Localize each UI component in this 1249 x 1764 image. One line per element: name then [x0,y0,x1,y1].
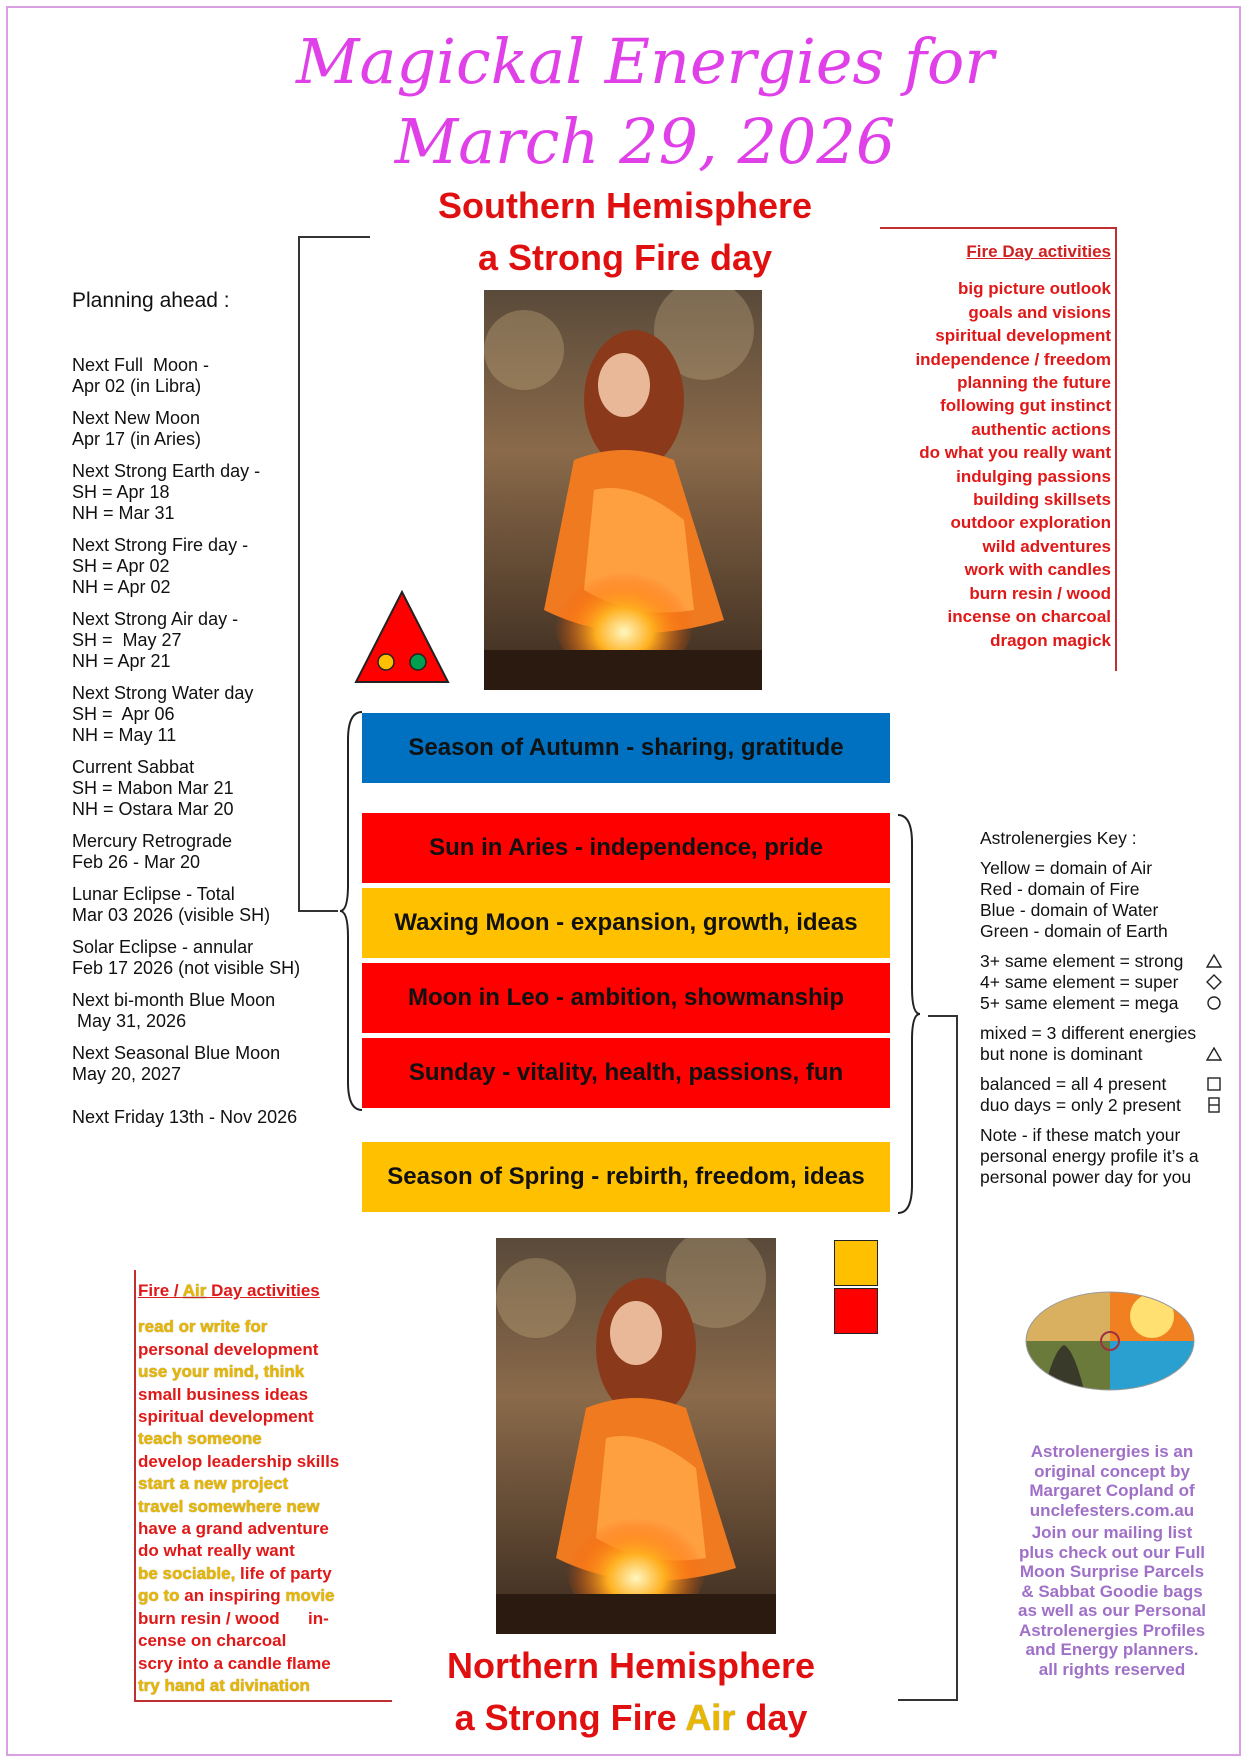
fire-activity-item: spiritual development [935,326,1111,346]
duo-day-icon [834,1240,878,1336]
fire-activities-heading: Fire Day activities [966,242,1111,261]
fire-air-activity-item: spiritual development [138,1407,314,1427]
page-title [180,22,1110,182]
moon-phase-box [362,888,890,958]
moon-sign-label: Moon in Leo - ambition, showmanship [408,984,844,1011]
key-strong: 3+ same element = strong [980,951,1184,971]
planning-item: Current Sabbat SH = Mabon Mar 21 NH = Ostara Mar 20 [72,757,234,819]
right-brace [896,813,920,1215]
southern-line-2: a Strong Fire day [477,237,773,278]
triangle-icon [1206,953,1222,969]
fire-activity-item: indulging passions [956,466,1111,486]
season-autumn-label: Season of Autumn - sharing, gratitude [408,734,844,761]
key-colors [980,858,1222,942]
title-line-1: Magickal Energies for [296,25,994,98]
promo-text [1000,1442,1224,1679]
split-square-icon [1206,1097,1222,1113]
key-balanced [980,1074,1222,1116]
planning-heading: Planning ahead : [72,289,230,312]
northern-air-word: Air [685,1697,736,1738]
fire-activity-item: independence / freedom [915,349,1111,369]
fire-air-activity-item: be sociable, life of party [138,1563,332,1583]
fire-air-heading: Fire / Air Day activities [138,1281,320,1300]
fire-activity-item: planning the future [957,373,1111,393]
fire-air-activity-item: develop leadership skills [138,1451,340,1471]
key-color-fire: Red - domain of Fire [980,879,1140,899]
fire-air-activity-item: small business ideas [138,1384,309,1404]
promo-line: & Sabbat Goodie bags [1021,1581,1203,1601]
promo-line: Astrolenergies is an [1030,1442,1194,1461]
northern-heading [396,1640,866,1744]
promo-line: original concept by [1034,1461,1190,1481]
bracket-line [298,236,370,238]
promo-line: Astrolenergies Profiles [1018,1620,1206,1640]
key-mixed [980,1023,1222,1065]
moon-sign-box [362,963,890,1033]
triangle-icon [1206,1046,1222,1062]
fire-air-activity-item: go to an inspiring movie [138,1586,335,1606]
moon-phase-label: Waxing Moon - expansion, growth, ideas [394,909,858,936]
planning-item: Next Full Moon - Apr 02 (in Libra) [72,355,210,396]
season-spring-box [362,1142,890,1212]
planning-list [72,355,300,1128]
key-note-line-3: personal power day for you [980,1167,1192,1187]
fire-air-activity-item: cense on charcoal [138,1631,287,1651]
planning-item: Next New Moon Apr 17 (in Aries) [72,408,202,449]
diamond-icon [1206,974,1222,990]
left-brace [340,710,364,1112]
fire-box-line [880,227,1116,229]
fire-air-activity-item: try hand at divination [138,1675,310,1695]
promo-line: all rights reserved [1038,1659,1186,1679]
sun-sign-box [362,813,890,883]
fire-air-activity-item: burn resin / wood in- [138,1608,329,1628]
day-label: Sunday - vitality, health, passions, fun [408,1059,844,1086]
bracket-line [298,910,338,912]
season-spring-label: Season of Spring - rebirth, freedom, ideas [387,1163,865,1190]
southern-line-1: Southern Hemisphere [437,185,813,226]
planning-item: Next bi-month Blue Moon May 31, 2026 [72,990,276,1031]
fire-activity-item: authentic actions [971,419,1111,439]
key-note-line-1: Note - if these match your [980,1125,1181,1145]
bracket-line [298,236,300,912]
square-icon [1206,1076,1222,1092]
astrolenergies-key [980,828,1222,1197]
promo-line: and Energy planners. [1025,1640,1199,1659]
fire-air-activity-item: do what really want [138,1541,295,1561]
fire-box-line [1115,227,1117,671]
fire-activity-item: goals and visions [968,302,1111,322]
bracket-line [956,1015,958,1701]
fire-activities-list [811,277,1111,652]
promo-line: Moon Surprise Parcels [1019,1562,1205,1581]
key-note [980,1125,1222,1188]
planning-item: Next Strong Earth day - SH = Apr 18 NH = Mar 31 [72,461,261,523]
planning-item: Solar Eclipse - annular Feb 17 2026 (not visible SH) [72,937,301,978]
fire-air-activities-list [138,1316,339,1697]
fire-air-activity-item: have a grand adventure [138,1519,329,1539]
strong-fire-triangle-icon [352,588,452,686]
planning-item: Lunar Eclipse - Total Mar 03 2026 (visible SH) [72,884,271,925]
day-box [362,1038,890,1108]
sun-sign-label: Sun in Aries - independence, pride [429,834,823,861]
fire-woman-photo-top [484,290,762,690]
fire-air-box-line [134,1270,136,1702]
fire-activity-item: do what you really want [919,443,1111,463]
title-line-2: March 29, 2026 [394,105,896,178]
fire-woman-photo-bottom [496,1238,776,1634]
fire-activity-item: incense on charcoal [947,607,1111,627]
key-color-air: Yellow = domain of Air [980,858,1153,878]
fire-air-activity-item: personal development [138,1339,319,1359]
photo-illustration [496,1238,776,1634]
planning-item: Next Strong Fire day - SH = Apr 02 NH = Apr 02 [72,535,249,597]
key-levels [980,951,1222,1014]
bracket-line [928,1015,958,1017]
promo-line: Margaret Copland of [1029,1481,1195,1500]
promo-line: unclefesters.com.au [1029,1500,1195,1520]
promo-line: plus check out our Full [1018,1542,1206,1562]
circle-icon [1206,995,1222,1011]
season-autumn-box [362,713,890,783]
planning-ahead [72,290,300,1139]
fire-activity-item: building skillsets [973,490,1111,510]
promo-line: as well as our Personal [1017,1601,1207,1620]
fire-air-activity-item: teach someone [138,1429,262,1449]
fire-activity-item: dragon magick [990,630,1111,650]
fire-activity-item: wild adventures [982,536,1111,556]
fire-activity-item: following gut instinct [940,396,1111,416]
fire-activity-item: outdoor exploration [950,513,1111,533]
key-heading: Astrolenergies Key : [980,828,1137,848]
northern-line-2: a Strong Fire Air day [454,1697,808,1738]
southern-heading [390,180,860,284]
fire-air-activity-item: read or write for [138,1317,268,1337]
key-super: 4+ same element = super [980,972,1179,992]
planning-item: Next Friday 13th - Nov 2026 [72,1107,298,1127]
fire-air-activity-item: use your mind, think [138,1362,305,1382]
fire-activity-item: burn resin / wood [969,583,1111,603]
key-balanced-line: balanced = all 4 present [980,1074,1167,1094]
fire-air-activity-item: travel somewhere new [138,1496,320,1516]
fire-air-day-activities [138,1280,339,1697]
key-mixed-line-1: mixed = 3 different energies [980,1023,1197,1043]
fire-air-box-line [134,1700,392,1702]
key-color-earth: Green - domain of Earth [980,921,1168,941]
key-mixed-line-2: but none is dominant [980,1044,1143,1064]
photo-illustration [484,290,762,690]
key-mega: 5+ same element = mega [980,993,1179,1013]
planning-item: Next Seasonal Blue Moon May 20, 2027 [72,1043,281,1084]
fire-day-activities [811,240,1111,652]
key-note-line-2: personal energy profile it’s a [980,1146,1199,1166]
fire-air-activity-item: scry into a candle flame [138,1653,331,1673]
northern-line-1: Northern Hemisphere [446,1645,816,1686]
fire-activity-item: big picture outlook [958,279,1111,299]
planning-item: Next Strong Water day SH = Apr 06 NH = May 11 [72,683,254,745]
promo-line: Join our mailing list [1031,1523,1193,1542]
key-color-water: Blue - domain of Water [980,900,1159,920]
planning-item: Mercury Retrograde Feb 26 - Mar 20 [72,831,233,872]
fire-air-activity-item: start a new project [138,1474,289,1494]
key-duo-line: duo days = only 2 present [980,1095,1181,1115]
bracket-line [898,1699,958,1701]
astrolenergies-logo [1024,1290,1196,1392]
fire-activity-item: work with candles [964,560,1111,580]
planning-item: Next Strong Air day - SH = May 27 NH = Apr 21 [72,609,239,671]
